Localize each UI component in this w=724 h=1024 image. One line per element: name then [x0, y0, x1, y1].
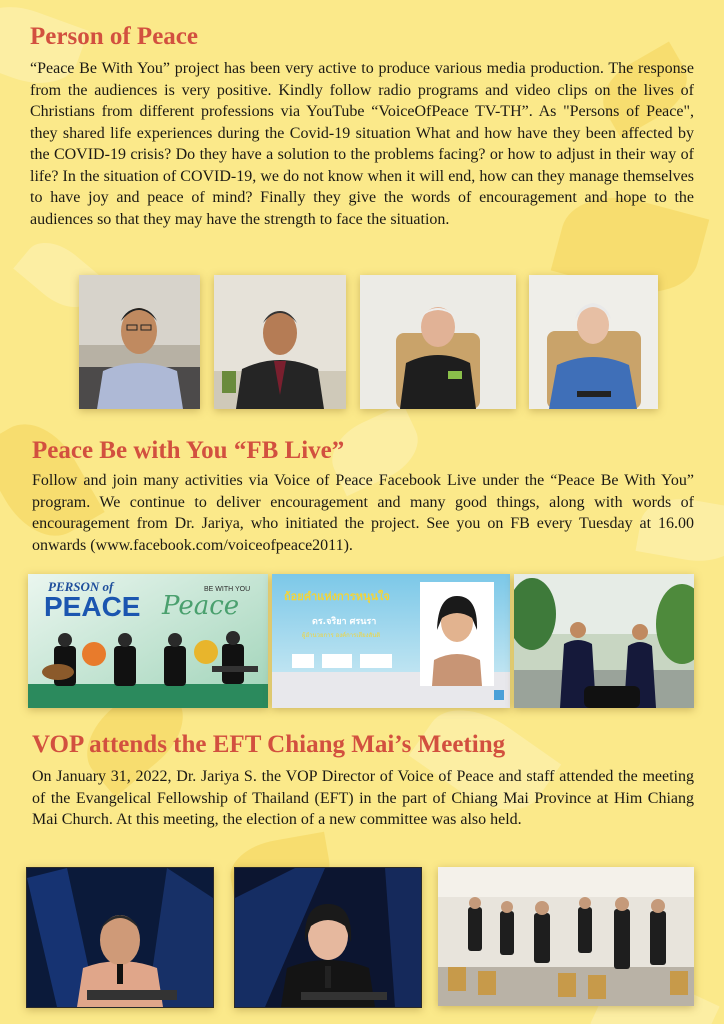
- speaker-photo-2: [214, 275, 346, 409]
- person-of-peace-section: [0, 0, 724, 420]
- banner-name: ดร.จริยา ศรนรา: [312, 617, 377, 627]
- fb-live-section: [0, 420, 724, 720]
- banner-role: ผู้อำนวยการ องค์การเสียงสันติ: [302, 632, 381, 639]
- banner-heading: ถ้อยคำแห่งการหนุนใจ: [284, 590, 390, 603]
- section-body: Follow and join many activities via Voice of Peace Facebook Live under the “Peace Be With You” program. We continue to deliver encouragement and many good things, along with words of encouragement from Dr. Jariya, who initiated the project. See you on FB every Tuesday at 16.00 onwards (www.facebook.com/voiceofpeace2011).: [32, 472, 694, 554]
- banner-be-with-you: BE WITH YOU: [204, 586, 251, 593]
- speaker-woman-photo: [234, 867, 422, 1008]
- speaker-photo-3: [360, 275, 516, 409]
- banner-title-main: PEACE: [44, 591, 141, 622]
- meeting-room-photo: [438, 867, 694, 1006]
- encouragement-banner: [272, 574, 510, 708]
- section-title: Peace Be with You “FB Live”: [32, 437, 345, 464]
- speaker-photo-4: [529, 275, 658, 409]
- section-title: Person of Peace: [30, 23, 198, 50]
- banner-title-top: PERSON of: [48, 579, 114, 594]
- outdoor-live-photo: [514, 574, 694, 708]
- section-body: “Peace Be With You” project has been very active to produce various media production. The response from the audiences is very positive. Kindly follow radio programs and video clips on the lives of Christians from different professions via YouTube “VoiceOfPeace TV-TH”. As "Persons of Peace", they shared life experiences during the Covid-19 situation What and how have they been affected by the COVID-19 crisis? Do they have a solution to the problems facing? or how to adjust in their way of life? In the situation of COVID-19, we do not know when it will end, how can they manage themselves to have joy and peace of mind? Finally they give the words of encouragement and hope to the audiences so that they may have the strength to face the situation.: [30, 60, 694, 228]
- section-title: VOP attends the EFT Chiang Mai’s Meeting: [32, 731, 506, 758]
- banner-script-title: Peace: [162, 591, 240, 621]
- section-body: On January 31, 2022, Dr. Jariya S. the VOP Director of Voice of Peace and staff attended the meeting of the Evangelical Fellowship of Thailand (EFT) in the part of Chiang Mai Province at Him Chiang Mai Church. At this meeting, the election of a new committee was also held.: [32, 768, 694, 828]
- speaker-photo-1: [79, 275, 200, 409]
- eft-meeting-section: [0, 720, 724, 1024]
- person-of-peace-band-banner: [28, 574, 268, 708]
- speaker-man-photo: [26, 867, 214, 1008]
